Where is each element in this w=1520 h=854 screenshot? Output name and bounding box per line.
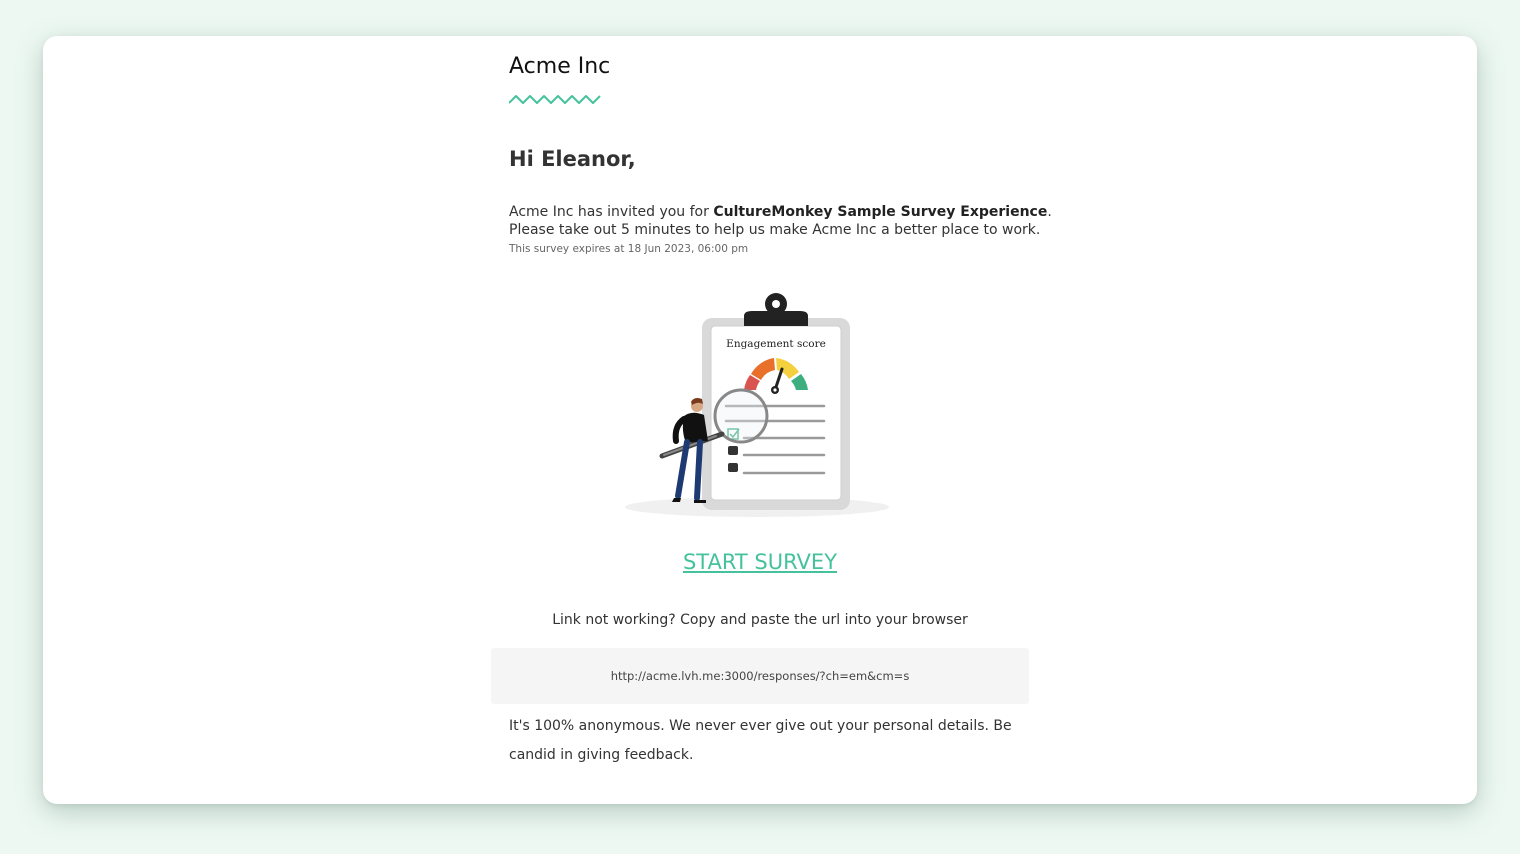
- clipboard-title: Engagement score: [726, 338, 826, 350]
- invite-message: [509, 203, 1052, 239]
- survey-name: CultureMonkey Sample Survey Experience: [713, 204, 1048, 220]
- email-card: [43, 36, 1477, 804]
- squiggle-divider: [509, 93, 601, 107]
- link-help-text: Link not working? Copy and paste the url into your browser: [552, 612, 968, 628]
- anonymity-note: It's 100% anonymous. We never ever give out your personal details. Be candid in giving feedback.: [509, 718, 1012, 763]
- invite-suffix: .: [1047, 204, 1052, 220]
- expiry-note: This survey expires at 18 Jun 2023, 06:00 pm: [509, 243, 749, 255]
- survey-url-box[interactable]: [491, 648, 1029, 704]
- survey-url[interactable]: http://acme.lvh.me:3000/responses/?ch=em&cm=s: [610, 669, 910, 683]
- invite-line-2: Please take out 5 minutes to help us make Acme Inc a better place to work.: [509, 222, 1041, 238]
- brand-name: Acme Inc: [509, 54, 611, 79]
- start-survey-link[interactable]: START SURVEY: [682, 550, 838, 574]
- invite-prefix: Acme Inc has invited you for: [509, 204, 714, 220]
- greeting-heading: Hi Eleanor,: [509, 147, 636, 171]
- engagement-clipboard-illustration: [624, 291, 894, 523]
